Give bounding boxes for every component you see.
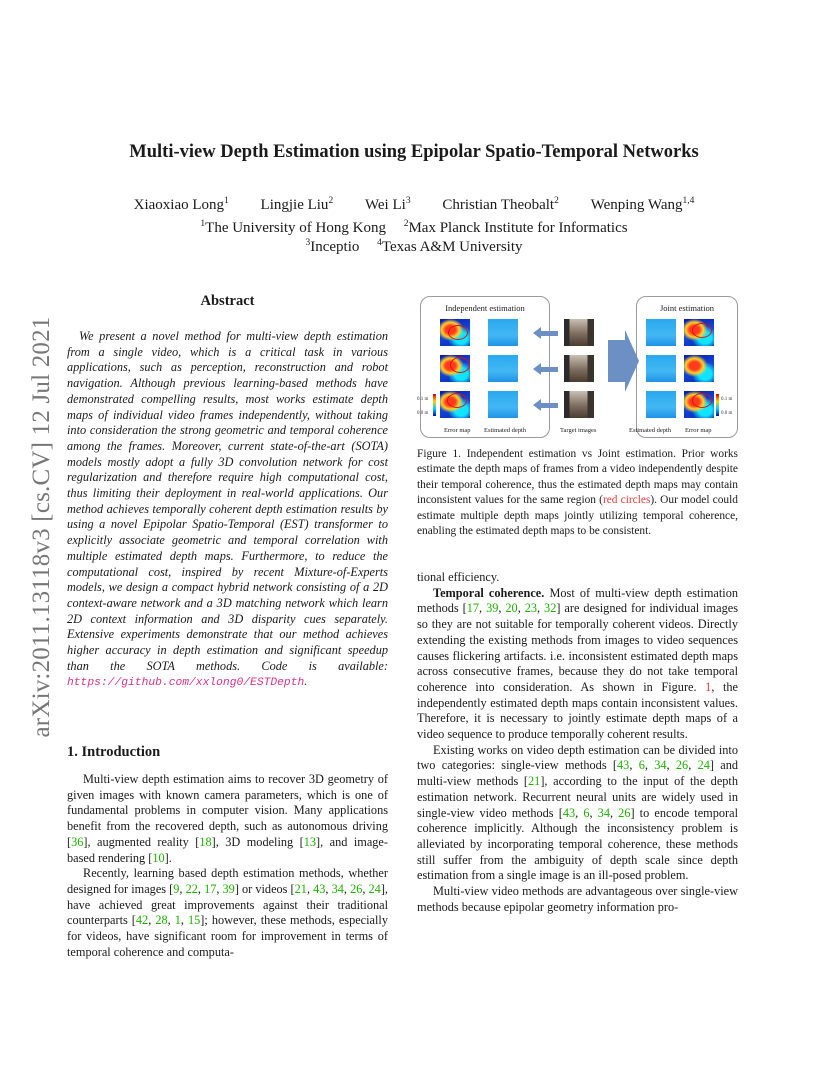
right-column-body xyxy=(417,570,738,915)
affiliation: $^2$Max Planck Institute for Informatics xyxy=(403,219,628,236)
label-error-map: Error map xyxy=(685,427,712,434)
citation-link[interactable]: 6 xyxy=(583,805,590,820)
author: Xiaoxiao Long$^1$ xyxy=(133,196,229,213)
label-target-images: Target images xyxy=(560,427,597,434)
target-image xyxy=(564,355,594,382)
figure-ref-link[interactable]: 1 xyxy=(705,679,712,694)
citation-link[interactable]: 24 xyxy=(697,758,710,773)
citation-link[interactable]: 34 xyxy=(597,805,610,820)
citation-link[interactable]: 42 xyxy=(135,913,149,928)
code-link[interactable]: https://github.com/xxlong0/ESTDepth xyxy=(67,677,305,690)
abstract-text: We present a novel method for multi-view depth estimation from a single video, which is a critical task in various applications, such as perception, reconstruction and robot navigation. Although previous learning-based methods have demonstrated compelling results, most works estimate depth maps of individual video frames independently, without taking into consideration the strong geometric and temporal coherence among the frames. Moreover, current state-of-the-art (SOTA) models mostly adopt a fully 3D convolution network for cost regularization and therefore require high computational cost, thus limiting their deployment in real-world applications. Our method achieves temporally coherent depth estimation results by using a novel Epipolar Spatio-Temporal (EST) transformer to explicitly associate geometric and temporal correlation with multiple estimated depth maps. Furthermore, to reduce the computational cost, inspired by recent Mixture-of-Experts models, we design a compact hybrid network consisting of a 2D context-aware network and a 3D matching network which learn 2D context information and 3D disparity cues separately. Extensive experiments demonstrate that our method achieves higher accuracy in depth estimation and significant speedup than the SOTA methods. Code is available: https://github.com/xxlong0/ESTDepth. xyxy=(67,329,388,690)
color-scale-bar xyxy=(433,394,436,416)
citation-link[interactable]: 17 xyxy=(466,601,480,616)
citation-link[interactable]: 26 xyxy=(618,805,631,820)
citation-link[interactable]: 24 xyxy=(368,881,381,896)
highlight-text: red circles xyxy=(602,494,651,507)
paragraph: Multi-view video methods are advantageous over single-view methods because epipolar geometry information pro- xyxy=(417,884,738,914)
arrow-left-icon xyxy=(540,403,558,408)
paragraph: Temporal coherence. Most of multi-view depth estimation methods [17, 39, 20, 23, 32] are designed for individual images so they are not suitable for temporally coherent videos. Directly extending the existing methods from images to video sequences causes flickering artifacts. i.e. inconsistent estimated depth maps across consecutive frames, because they do not take temporal coherence into consideration. As shown in Figure. 1, the independently estimated depth maps contain inconsistent values. Therefore, it is necessary to jointly estimate depth maps of a video sequence to produce temporally coherent results. xyxy=(417,585,738,742)
red-circle-marker xyxy=(692,323,712,338)
scale-label-bottom: 0.0 m xyxy=(721,411,733,416)
citation-link[interactable]: 26 xyxy=(675,758,689,773)
affiliation-line xyxy=(60,238,768,257)
citation-link[interactable]: 43 xyxy=(313,881,326,896)
introduction-body xyxy=(67,772,388,960)
citation-link[interactable]: 39 xyxy=(486,601,499,616)
citation-link[interactable]: 6 xyxy=(638,758,645,773)
estimated-depth-image xyxy=(488,355,518,382)
independent-estimation-label: Independent estimation xyxy=(445,303,525,313)
citation-link[interactable]: 9 xyxy=(173,881,180,896)
affiliation-line xyxy=(60,219,768,238)
paragraph: Multi-view depth estimation aims to recover 3D geometry of given images with known camera parameters, which is one of fundamental problems in computer vision. Many applications benefit from the recovered depth, such as autonomous driving [36], augmented reality [18], 3D modeling [13], and image-based rendering [10]. xyxy=(67,772,388,865)
citation-link[interactable]: 26 xyxy=(350,881,363,896)
citation-link[interactable]: 43 xyxy=(562,805,576,820)
error-map-image xyxy=(684,355,714,382)
label-estimated-depth: Estimated depth xyxy=(629,427,672,434)
abstract-heading: Abstract xyxy=(200,293,255,309)
arxiv-identifier: arXiv:2011.13118v3 [cs.CV] 12 Jul 2021 xyxy=(28,316,55,738)
estimated-depth-image xyxy=(646,391,676,418)
affiliation: $^3$Inceptio xyxy=(305,238,360,255)
paper-title: Multi-view Depth Estimation using Epipolar Spatio-Temporal Networks xyxy=(129,142,699,162)
estimated-depth-image xyxy=(646,355,676,382)
citation-link[interactable]: 32 xyxy=(544,601,557,616)
citation-link[interactable]: 1 xyxy=(174,913,181,928)
citation-link[interactable]: 23 xyxy=(524,601,538,616)
red-circle-marker xyxy=(448,325,468,340)
estimated-depth-image xyxy=(488,391,518,418)
affiliation: $^1$The University of Hong Kong xyxy=(200,219,386,236)
arrow-right-icon xyxy=(608,340,625,382)
target-image xyxy=(564,319,594,346)
citation-link[interactable]: 39 xyxy=(222,881,235,896)
paragraph-heading: Temporal coherence. xyxy=(433,585,545,600)
joint-estimation-label: Joint estimation xyxy=(659,303,715,313)
citation-link[interactable]: 13 xyxy=(303,834,317,849)
arrow-left-icon xyxy=(540,331,558,336)
target-image xyxy=(564,391,594,418)
citation-link[interactable]: 34 xyxy=(654,758,667,773)
section-heading-introduction: 1. Introduction xyxy=(67,744,161,760)
citation-link[interactable]: 28 xyxy=(155,913,168,928)
citation-link[interactable]: 21 xyxy=(528,774,541,789)
estimated-depth-image xyxy=(646,319,676,346)
affiliations xyxy=(60,219,768,257)
red-circle-marker xyxy=(450,357,470,373)
citation-link[interactable]: 10 xyxy=(152,850,165,865)
color-scale-bar xyxy=(716,394,719,416)
arrow-left-icon xyxy=(540,367,558,372)
author: Wenping Wang$^{1,4}$ xyxy=(590,196,695,213)
citation-link[interactable]: 20 xyxy=(505,601,518,616)
citation-link[interactable]: 22 xyxy=(185,881,198,896)
author: Christian Theobalt$^2$ xyxy=(442,196,559,213)
citation-link[interactable]: 43 xyxy=(617,758,630,773)
citation-link[interactable]: 17 xyxy=(204,881,217,896)
label-estimated-depth: Estimated depth xyxy=(484,427,527,434)
red-circle-marker xyxy=(447,393,467,408)
paragraph: tional efficiency. xyxy=(417,570,500,584)
citation-link[interactable]: 34 xyxy=(331,881,344,896)
affiliation: $^4$Texas A&M University xyxy=(377,238,523,255)
paragraph: Existing works on video depth estimation can be divided into two categories: single-view methods [43, 6, 34, 26, 24] and multi-view methods [21], according to the input of the depth estimation network. Recurrent neural units are widely used in single-view video methods [43, 6, 34, 26] to encode temporal coherence implicitly. Although the inconsistency problem is alleviated by incorporating temporal coherence, these methods still suffer from the ambiguity of depth scale since depth estimation from a single image is an ill-posed problem. xyxy=(417,742,739,883)
citation-link[interactable]: 36 xyxy=(71,834,84,849)
citation-link[interactable]: 21 xyxy=(294,881,307,896)
label-error-map: Error map xyxy=(444,427,471,434)
figure-1 xyxy=(417,296,738,438)
scale-label-top: 0.1 m xyxy=(721,397,733,402)
red-circle-marker xyxy=(692,393,712,408)
scale-label-bottom: 0.0 m xyxy=(417,411,429,416)
paragraph: Recently, learning based depth estimation methods, whether designed for images [9, 22, 17, 39] or videos [21, 43, 34, 26, 24], have achieved great improvements against their traditional counterparts [42, 28, 1, 15]; however, these methods, especially for videos, have significant room for improvement in terms of temporal coherence and computa- xyxy=(67,866,388,959)
citation-link[interactable]: 15 xyxy=(187,913,201,928)
scale-label-top: 0.1 m xyxy=(417,397,429,402)
author: Lingjie Liu$^2$ xyxy=(260,196,334,213)
author-list xyxy=(60,195,768,215)
citation-link[interactable]: 18 xyxy=(199,834,212,849)
author: Wei Li$^3$ xyxy=(364,196,411,213)
figure-1-caption: Figure 1. Independent estimation vs Joint estimation. Prior works estimate the depth maps of frames from a video independently despite their temporal coherence, thus the estimated depth maps may contain inconsistent values for the same region (red circles). Our model could estimate multiple depth maps jointly utilizing temporal coherence, enabling the estimated depth maps to be consistent. xyxy=(417,448,738,538)
estimated-depth-image xyxy=(488,319,518,346)
